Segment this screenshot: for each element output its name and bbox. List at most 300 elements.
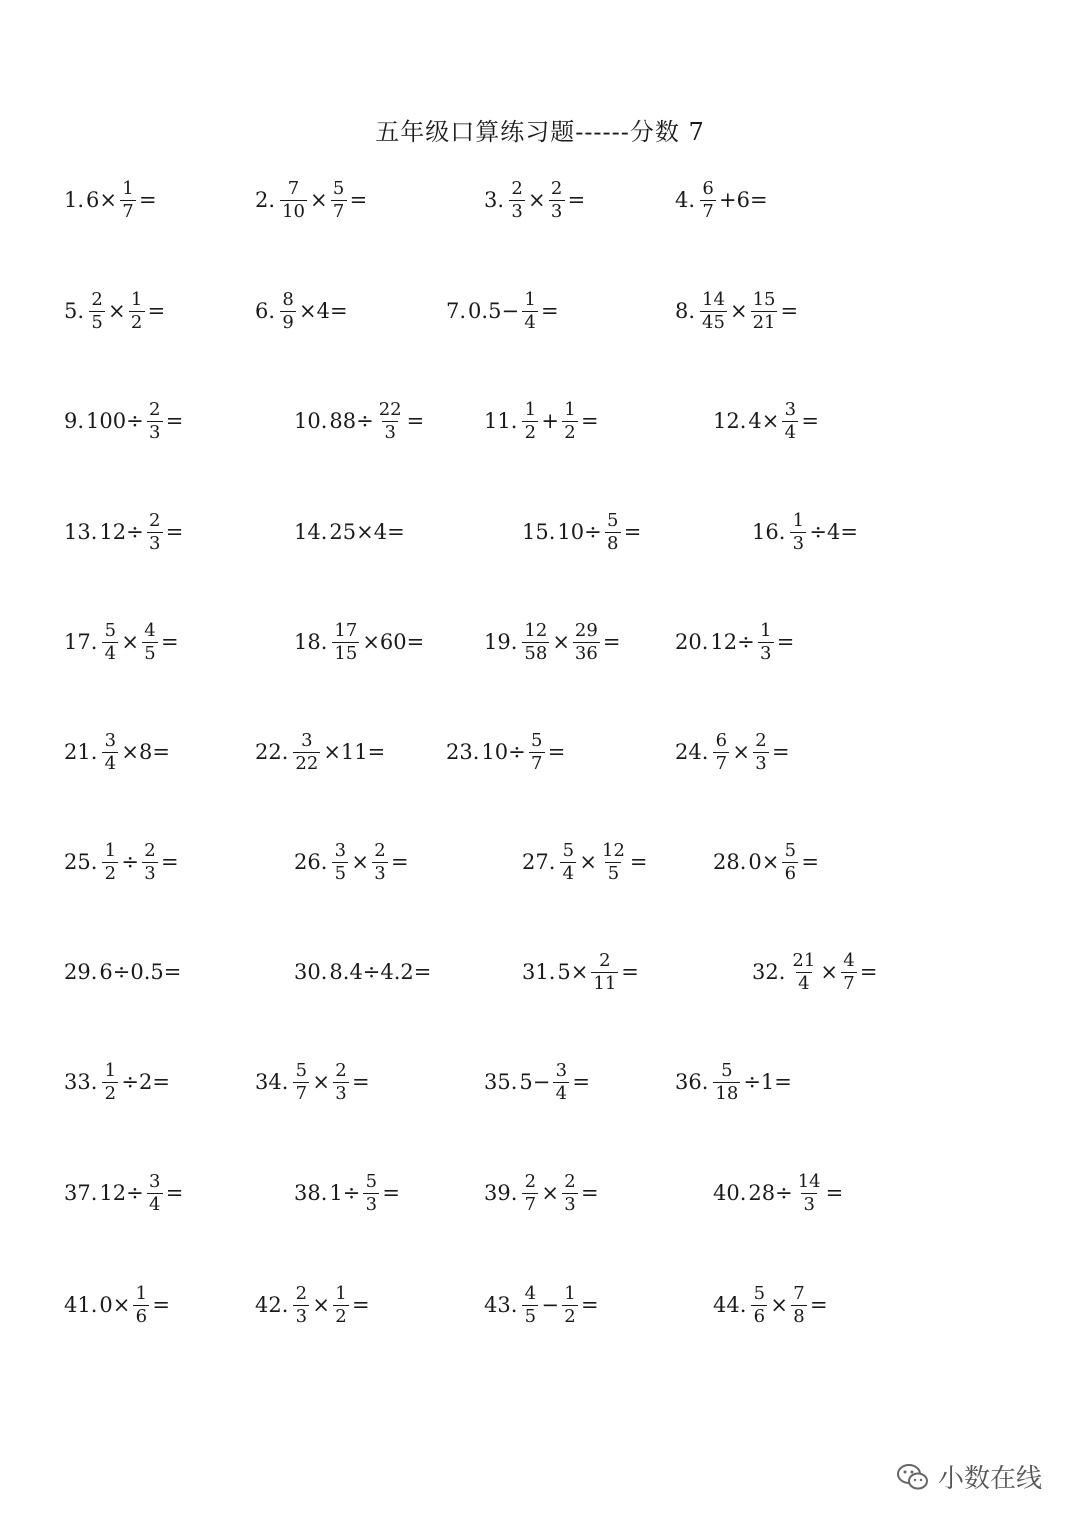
fraction-numerator: 1 [564,1282,576,1304]
fraction-denominator: 8 [605,532,621,554]
fraction-numerator: 5 [721,1059,733,1081]
fraction-denominator: 3 [363,1193,379,1215]
expression-text: = [152,1293,170,1317]
expression-text: = [810,1293,828,1317]
problem-number: 16. [752,520,786,544]
expression-text: ÷ [121,850,140,874]
expression-text: +6= [719,188,768,212]
fraction-numerator: 3 [149,1170,161,1192]
problem-32 [752,942,878,1002]
fraction-denominator: 11 [593,972,617,994]
fraction-numerator: 5 [332,177,345,199]
expression-text: × [351,850,370,874]
fraction-denominator: 2 [562,421,578,443]
fraction-denominator: 2 [522,421,538,443]
fraction [553,1061,569,1104]
fraction-denominator: 2 [129,311,145,333]
problem-number: 11. [484,409,518,433]
problem-1 [64,170,157,230]
fraction-numerator: 2 [374,839,386,861]
fraction [751,290,778,333]
fraction-numerator: 5 [753,1282,766,1304]
fraction [600,841,627,884]
fraction-numerator: 3 [334,839,347,861]
fraction-numerator: 5 [295,1059,308,1081]
fraction-numerator: 17 [334,619,358,641]
expression-text: × [729,299,748,323]
fraction [331,179,347,222]
fraction [129,290,145,333]
fraction-denominator: 3 [147,532,163,554]
expression-text: 28÷ [748,1181,793,1205]
problem-number: 3. [484,188,505,212]
problem-number: 29. [64,960,98,984]
expression-text: ×8= [121,740,170,764]
problem-number: 27. [522,850,556,874]
fraction-denominator: 4 [102,642,118,664]
expression-text: × [312,1293,331,1317]
fraction-denominator: 2 [333,1305,349,1327]
problem-41 [64,1275,170,1335]
fraction [102,731,118,774]
fraction-numerator: 12 [524,619,548,641]
fraction-denominator: 5 [89,311,105,333]
expression-text: = [139,188,157,212]
problem-18 [294,612,424,672]
problem-number: 36. [675,1070,709,1094]
fraction-numerator: 2 [550,177,563,199]
problem-37 [64,1163,183,1223]
problem-number: 33. [64,1070,98,1094]
fraction-denominator: 7 [700,200,716,222]
expression-text: = [406,409,425,433]
fraction [522,621,549,664]
problem-number: 37. [64,1181,98,1205]
fraction [363,1172,379,1215]
fraction-denominator: 3 [333,1082,349,1104]
wechat-icon [896,1462,930,1492]
problem-7 [446,281,559,341]
fraction [333,1284,349,1327]
problem-44 [713,1275,828,1335]
expression-text: = [382,1181,400,1205]
fraction-denominator: 7 [522,1193,538,1215]
fraction-numerator: 5 [562,839,575,861]
fraction-numerator: 5 [607,509,619,531]
fraction-numerator: 1 [524,288,536,310]
problem-number: 32. [752,960,786,984]
fraction-denominator: 3 [382,421,398,443]
problem-number: 35. [484,1070,518,1094]
expression-text: 5× [557,960,589,984]
fraction [700,179,716,222]
fraction [713,1061,740,1104]
fraction-numerator: 2 [144,839,156,861]
problem-number: 17. [64,630,98,654]
expression-text: × [552,630,570,654]
expression-text: = [541,299,559,323]
fraction-numerator: 15 [752,288,776,310]
fraction-numerator: 6 [702,177,714,199]
expression-text: 100÷ [86,409,144,433]
problem-number: 26. [294,850,328,874]
fraction-numerator: 22 [378,398,402,420]
fraction-numerator: 3 [104,729,117,751]
expression-text: ×11= [323,740,386,764]
fraction-denominator: 3 [293,1305,309,1327]
fraction-numerator: 2 [149,398,161,420]
problem-39 [484,1163,599,1223]
fraction [562,400,578,443]
fraction-denominator: 3 [801,1193,817,1215]
expression-text: 0× [99,1293,131,1317]
fraction [332,621,359,664]
expression-text: × [121,630,140,654]
fraction-numerator: 5 [531,729,543,751]
expression-text: 88÷ [329,409,374,433]
fraction-denominator: 6 [751,1305,767,1327]
fraction [790,511,806,554]
fraction [549,179,565,222]
expression-text: = [780,299,799,323]
fraction [142,621,158,664]
problem-number: 9. [64,409,85,433]
fraction-denominator: 45 [702,311,725,333]
problem-number: 12. [713,409,747,433]
fraction [333,1061,349,1104]
problem-9 [64,391,183,451]
fraction-denominator: 4 [782,421,798,443]
problem-number: 14. [294,520,328,544]
fraction [522,400,538,443]
fraction [529,731,545,774]
fraction-denominator: 2 [102,1082,118,1104]
fraction-denominator: 3 [562,1193,578,1215]
expression-text: 12÷ [99,1181,144,1205]
fraction [591,951,618,994]
fraction-denominator: 10 [282,200,305,222]
problem-number: 44. [713,1293,747,1317]
fraction-numerator: 21 [792,949,816,971]
problem-6 [255,281,348,341]
expression-text: = [161,630,179,654]
problem-11 [484,391,599,451]
problem-number: 34. [255,1070,289,1094]
fraction [522,290,538,333]
problem-17 [64,612,179,672]
problem-20 [675,612,794,672]
fraction [841,951,857,994]
expression-text: 6× [86,188,118,212]
fraction [791,1284,807,1327]
fraction-denominator: 6 [782,862,798,884]
expression-text: = [623,520,642,544]
fraction-denominator: 3 [753,752,769,774]
problem-33 [64,1052,170,1112]
fraction-numerator: 1 [130,288,143,310]
expression-text: + [541,409,560,433]
fraction [758,621,774,664]
fraction-denominator: 7 [841,972,857,994]
expression-text: ÷4= [809,520,858,544]
fraction-numerator: 5 [365,1170,378,1192]
problem-35 [484,1052,590,1112]
problem-15 [522,502,641,562]
fraction [796,1172,823,1215]
fraction-denominator: 21 [752,311,776,333]
expression-text: × [528,188,546,212]
fraction [147,400,163,443]
problem-27 [522,832,648,892]
fraction [293,1061,309,1104]
fraction-numerator: 12 [602,839,625,861]
problem-number: 5. [64,299,85,323]
fraction [102,1061,118,1104]
fraction-numerator: 5 [784,839,797,861]
problem-38 [294,1163,400,1223]
problem-number: 4. [675,188,696,212]
fraction [522,1172,538,1215]
expression-text: 0× [748,850,780,874]
fraction-denominator: 58 [524,642,548,664]
fraction-numerator: 1 [104,839,117,861]
fraction-numerator: 2 [335,1059,347,1081]
fraction [573,621,600,664]
fraction-denominator: 4 [522,311,538,333]
fraction-denominator: 4 [102,752,118,774]
problem-43 [484,1275,599,1335]
fraction-numerator: 3 [784,398,797,420]
fraction-numerator: 14 [797,1170,821,1192]
problem-5 [64,281,165,341]
fraction-denominator: 8 [791,1305,807,1327]
problem-number: 1. [64,188,85,212]
problem-10 [294,391,424,451]
fraction [120,179,136,222]
fraction-denominator: 15 [334,642,358,664]
fraction [280,179,307,222]
expression-text: 12÷ [99,520,144,544]
fraction-denominator: 3 [758,642,774,664]
expression-text: × [770,1293,789,1317]
fraction-numerator: 1 [104,1059,117,1081]
fraction [142,841,158,884]
fraction [605,511,621,554]
problem-number: 41. [64,1293,98,1317]
problem-26 [294,832,409,892]
problem-13 [64,502,183,562]
problem-34 [255,1052,370,1112]
fraction-denominator: 3 [142,862,158,884]
fraction-denominator: 3 [372,862,388,884]
expression-text: 1÷ [329,1181,361,1205]
problem-number: 21. [64,740,98,764]
problem-number: 19. [484,630,518,654]
fraction-numerator: 1 [564,398,576,420]
fraction [522,1284,538,1327]
fraction [147,511,163,554]
problem-number: 43. [484,1293,518,1317]
fraction [377,400,404,443]
expression-text: = [352,1070,370,1094]
fraction-denominator: 3 [790,532,806,554]
expression-text: 12÷ [710,630,755,654]
problem-number: 2. [255,188,276,212]
problem-number: 25. [64,850,98,874]
problem-number: 31. [522,960,556,984]
expression-text: = [825,1181,844,1205]
fraction-numerator: 2 [755,729,767,751]
problem-23 [446,722,565,782]
fraction-denominator: 7 [331,200,347,222]
fraction-numerator: 1 [335,1282,347,1304]
expression-text: ×60= [362,630,425,654]
watermark [896,1458,1042,1495]
fraction [293,1284,309,1327]
worksheet-title: 五年级口算练习题------分数 7 [375,118,705,146]
fraction [560,841,576,884]
fraction [562,1172,578,1215]
expression-text: = [801,850,819,874]
problem-28 [713,832,819,892]
expression-text: = [629,850,648,874]
expression-text: = [165,520,184,544]
problem-30 [294,942,431,1002]
expression-text: = [776,630,795,654]
fraction-numerator: 3 [555,1059,568,1081]
fraction [753,731,769,774]
problem-number: 18. [294,630,328,654]
fraction-denominator: 9 [280,311,296,333]
problem-number: 6. [255,299,276,323]
fraction [700,290,727,333]
fraction [782,841,798,884]
problem-number: 8. [675,299,696,323]
problem-2 [255,170,367,230]
problem-number: 15. [522,520,556,544]
expression-text: × [108,299,126,323]
expression-text: 25×4= [329,520,405,544]
fraction-numerator: 2 [295,1282,308,1304]
fraction-denominator: 3 [147,421,163,443]
fraction-numerator: 14 [702,288,725,310]
fraction-numerator: 2 [524,1170,537,1192]
expression-text: 10÷ [481,740,526,764]
problem-36 [675,1052,792,1112]
fraction-denominator: 18 [715,1082,739,1104]
fraction-numerator: 1 [760,619,772,641]
expression-text: 0.5− [468,299,520,323]
fraction-denominator: 6 [133,1305,149,1327]
fraction [147,1172,163,1215]
expression-text: 6÷0.5= [99,960,182,984]
fraction-denominator: 3 [549,200,565,222]
fraction-numerator: 2 [91,288,103,310]
expression-text: = [801,409,819,433]
problem-number: 28. [713,850,747,874]
fraction [562,1284,578,1327]
problem-25 [64,832,179,892]
expression-text: = [165,1181,184,1205]
fraction-numerator: 1 [122,177,134,199]
fraction-denominator: 22 [295,752,319,774]
fraction-denominator: 7 [713,752,729,774]
expression-text: × [309,188,328,212]
fraction-numerator: 4 [144,619,156,641]
fraction [89,290,105,333]
problem-40 [713,1163,843,1223]
expression-text: ×4= [299,299,348,323]
problem-24 [675,722,790,782]
fraction [751,1284,767,1327]
expression-text: = [581,1181,599,1205]
fraction-numerator: 4 [524,1282,537,1304]
problem-number: 38. [294,1181,328,1205]
fraction-denominator: 5 [522,1305,538,1327]
expression-text: × [820,960,838,984]
fraction-denominator: 7 [529,752,545,774]
problem-12 [713,391,819,451]
fraction-numerator: 7 [793,1282,805,1304]
fraction [293,731,320,774]
fraction-denominator: 5 [605,862,621,884]
expression-text: = [391,850,409,874]
fraction-numerator: 2 [149,509,161,531]
problem-31 [522,942,639,1002]
problem-3 [484,170,585,230]
fraction-denominator: 4 [553,1082,569,1104]
problem-4 [675,170,768,230]
problem-19 [484,612,620,672]
expression-text: × [312,1070,331,1094]
expression-text: 5− [519,1070,551,1094]
fraction-numerator: 1 [135,1282,148,1304]
fraction-denominator: 7 [120,200,136,222]
problem-14 [294,502,405,562]
fraction [133,1284,149,1327]
fraction-denominator: 5 [142,642,158,664]
expression-text: − [541,1293,560,1317]
expression-text: = [349,188,368,212]
problem-8 [675,281,798,341]
expression-text: 10÷ [557,520,602,544]
fraction-denominator: 36 [574,642,598,664]
fraction [790,951,817,994]
expression-text: = [772,740,790,764]
expression-text: = [581,1293,599,1317]
fraction-numerator: 6 [715,729,728,751]
expression-text: × [732,740,751,764]
fraction-numerator: 2 [511,177,523,199]
problem-number: 24. [675,740,709,764]
fraction-numerator: 4 [843,949,855,971]
fraction-numerator: 5 [104,619,117,641]
fraction-denominator: 4 [796,972,812,994]
expression-text: 4× [748,409,780,433]
expression-text: = [572,1070,590,1094]
fraction [509,179,525,222]
fraction-numerator: 8 [282,288,294,310]
problem-22 [255,722,385,782]
problem-number: 42. [255,1293,289,1317]
expression-text: ÷2= [121,1070,170,1094]
expression-text: = [621,960,639,984]
fraction-numerator: 1 [524,398,537,420]
problem-21 [64,722,170,782]
problem-29 [64,942,181,1002]
expression-text: = [147,299,166,323]
fraction [713,731,729,774]
